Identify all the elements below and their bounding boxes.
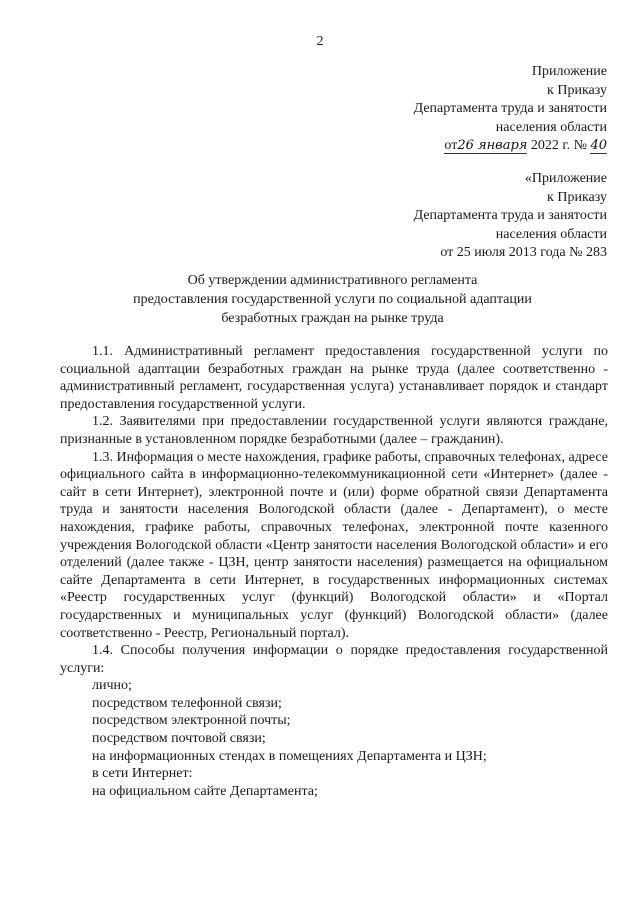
order-date-field: [444, 138, 527, 154]
list-item: посредством телефонной связи;: [92, 695, 282, 711]
document-title: [60, 271, 605, 328]
order-mid-text: 2022 г. №: [530, 138, 587, 153]
appendix-header-original: [307, 170, 607, 263]
appendix-line: Департамента труда и занятости: [413, 101, 607, 116]
list-item: на официальном сайте Департамента;: [92, 783, 318, 799]
appendix-line: Департамента труда и занятости: [413, 208, 607, 223]
appendix-line: населения области: [495, 226, 607, 242]
handwritten-date: 26 января: [457, 138, 528, 153]
paragraph-1-3: 1.3. Информация о месте нахождения, графике работы, справочных телефонах, адресе официального сайта в информационно-телекоммуникационной сети «Интернет» (далее - сайт в сети Интернет), электронной почте и (или) форме обратной связи Департамента труда и занятости населения Вологодской области (далее - Департамент), о месте нахождения, графике работы, справочных телефонах, электронной почте казенного учреждения Вологодской области «Центр занятости населения Вологодской области» и его отделений (далее также - ЦЗН, центр занятости населения) размещается на официальном сайте Департамента в сети Интернет, в государственных информационных системах «Реестр государственных услуг (функций) Вологодской области» и «Портал государственных и муниципальных услуг (функций) Вологодской области» (далее соответственно - Реестр, Региональный портал).: [60, 449, 608, 641]
list-item: посредством почтовой связи;: [92, 731, 266, 747]
paragraph-1-1: 1.1. Административный регламент предоставления государственной услуги по социальной адаптации безработных граждан на рынке труда (далее соответственно - административный регламент, государственная услуга) устанавливает порядок и стандарт предоставления государственной услуги.: [60, 344, 608, 412]
appendix-line: «Приложение: [524, 171, 607, 186]
appendix-line: к Приказу: [547, 82, 607, 98]
paragraph-1-4: 1.4. Способы получения информации о порядке предоставления государственной услуги:: [60, 643, 608, 676]
list-item: в сети Интернет:: [92, 766, 193, 782]
title-line: Об утверждении административного регламента: [187, 273, 478, 288]
appendix-line: от 25 июля 2013 года № 283: [440, 245, 607, 260]
appendix-header-current: [307, 63, 607, 156]
title-line: предоставления государственной услуги по социальной адаптации: [133, 292, 532, 307]
appendix-line: к Приказу: [547, 189, 607, 205]
paragraph-1-2: 1.2. Заявителями при предоставлении государственной услуги являются граждане, признанные в установленном порядке безработными (далее – гражданин).: [60, 414, 608, 447]
order-prefix: от: [444, 138, 458, 153]
appendix-line: населения области: [495, 119, 607, 135]
list-item: на информационных стендах в помещениях Департамента и ЦЗН;: [92, 748, 487, 764]
order-date-line: [307, 137, 607, 156]
title-line: безработных граждан на рынке труда: [221, 311, 444, 326]
list-item: посредством электронной почты;: [92, 713, 291, 729]
appendix-line: Приложение: [531, 64, 607, 79]
document-body: [60, 343, 608, 800]
page-number: 2: [316, 34, 324, 49]
list-item: лично;: [92, 678, 132, 694]
handwritten-order-number: 40: [590, 138, 607, 153]
